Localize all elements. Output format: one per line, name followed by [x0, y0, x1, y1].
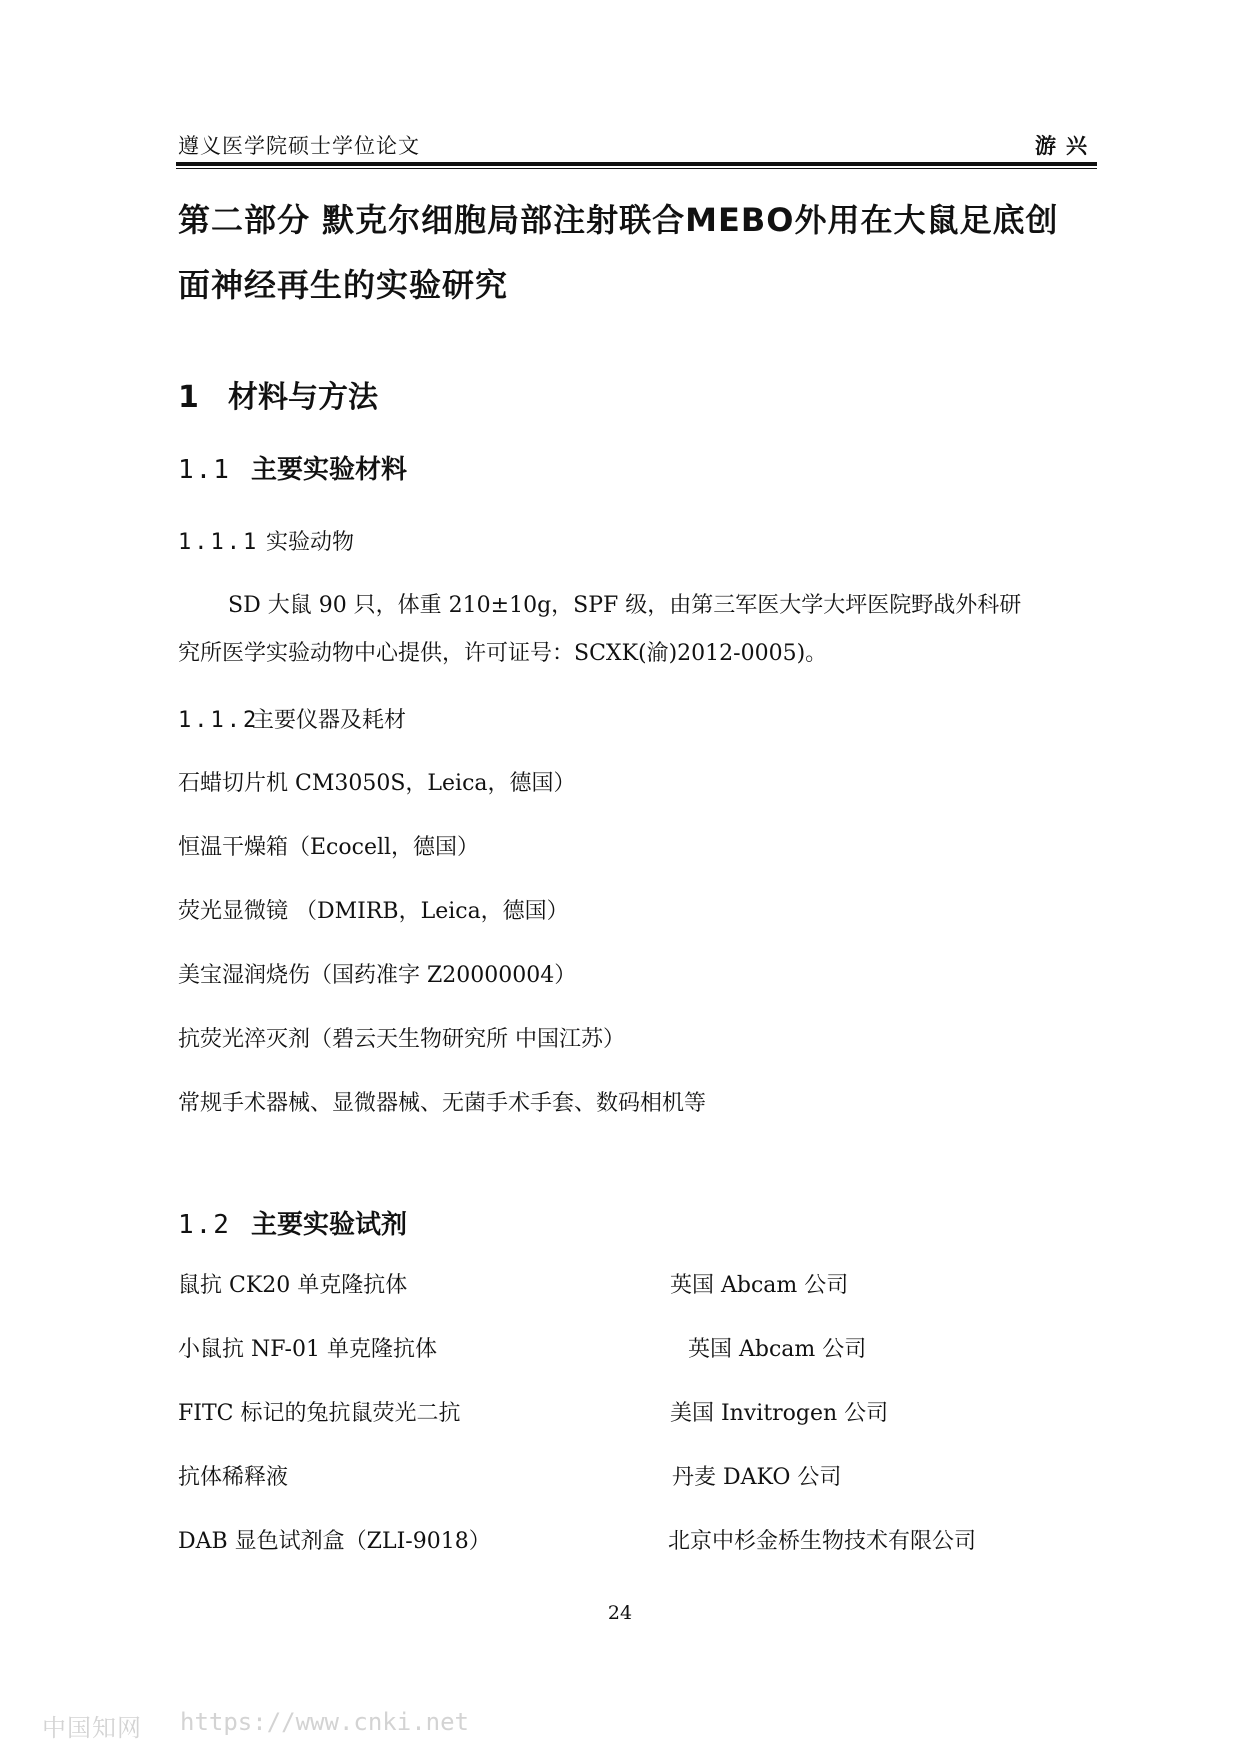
equipment-item: 荧光显微镜 （DMIRB，Leica，德国） [178, 899, 569, 924]
section-heading-1-1-1 [178, 525, 354, 556]
reagent-name: DAB 显色试剂盒（ZLI-9018） [178, 1529, 491, 1554]
section-number: 1.1.2 [178, 708, 260, 733]
section-title: 主要仪器及耗材 [252, 708, 407, 733]
section-number: 1.1.1 [178, 530, 260, 555]
reagent-company: 英国 Abcam 公司 [688, 1337, 867, 1362]
reagent-company: 美国 Invitrogen 公司 [670, 1401, 889, 1426]
section-number: 1.2 [178, 1210, 231, 1240]
part-title-line-2: 面神经再生的实验研究 [178, 266, 509, 304]
reagent-name: FITC 标记的兔抗鼠荧光二抗 [178, 1401, 461, 1426]
header-rule-thick [176, 162, 1097, 166]
section-title: 主要实验试剂 [251, 1210, 408, 1240]
section-number: 1 [178, 380, 199, 415]
section-heading-1 [178, 372, 378, 416]
header-rule-thin [176, 168, 1097, 169]
equipment-item: 抗荧光淬灭剂（碧云天生物研究所 中国江苏） [178, 1027, 625, 1052]
equipment-item: 常规手术器械、显微器械、无菌手术手套、数码相机等 [178, 1091, 707, 1116]
watermark-url: https://www.cnki.net [180, 1708, 469, 1736]
running-header-author: 游兴 [1035, 133, 1097, 158]
equipment-item: 恒温干燥箱（Ecocell，德国） [178, 835, 480, 860]
section-heading-1-1-2 [178, 703, 406, 734]
section-heading-1-2 [178, 1204, 407, 1241]
section-title: 材料与方法 [228, 380, 378, 415]
equipment-item: 美宝湿润烧伤（国药准字 Z20000004） [178, 963, 577, 988]
section-title: 主要实验材料 [251, 455, 408, 485]
section-heading-1-1 [178, 449, 407, 486]
animals-paragraph-line-1: SD 大鼠 90 只，体重 210±10g，SPF 级，由第三军医大学大坪医院野战外科研 [228, 593, 1022, 618]
reagent-name: 鼠抗 CK20 单克隆抗体 [178, 1273, 408, 1298]
reagent-company: 北京中杉金桥生物技术有限公司 [668, 1529, 977, 1554]
reagent-company: 丹麦 DAKO 公司 [672, 1465, 842, 1490]
running-header-title: 遵义医学院硕士学位论文 [178, 134, 420, 158]
section-title: 实验动物 [266, 530, 355, 555]
reagent-company: 英国 Abcam 公司 [670, 1273, 849, 1298]
animals-paragraph-line-2: 究所医学实验动物中心提供，许可证号：SCXK(渝)2012-0005)。 [178, 641, 828, 666]
reagent-name: 抗体稀释液 [178, 1465, 289, 1490]
watermark-logo: 中国知网 [42, 1714, 142, 1742]
reagent-name: 小鼠抗 NF-01 单克隆抗体 [178, 1337, 437, 1362]
section-number: 1.1 [178, 455, 231, 485]
part-title-line-1: 第二部分 默克尔细胞局部注射联合MEBO外用在大鼠足底创 [178, 201, 1059, 239]
equipment-item: 石蜡切片机 CM3050S，Leica，德国） [178, 771, 576, 796]
page-number: 24 [607, 1602, 633, 1624]
